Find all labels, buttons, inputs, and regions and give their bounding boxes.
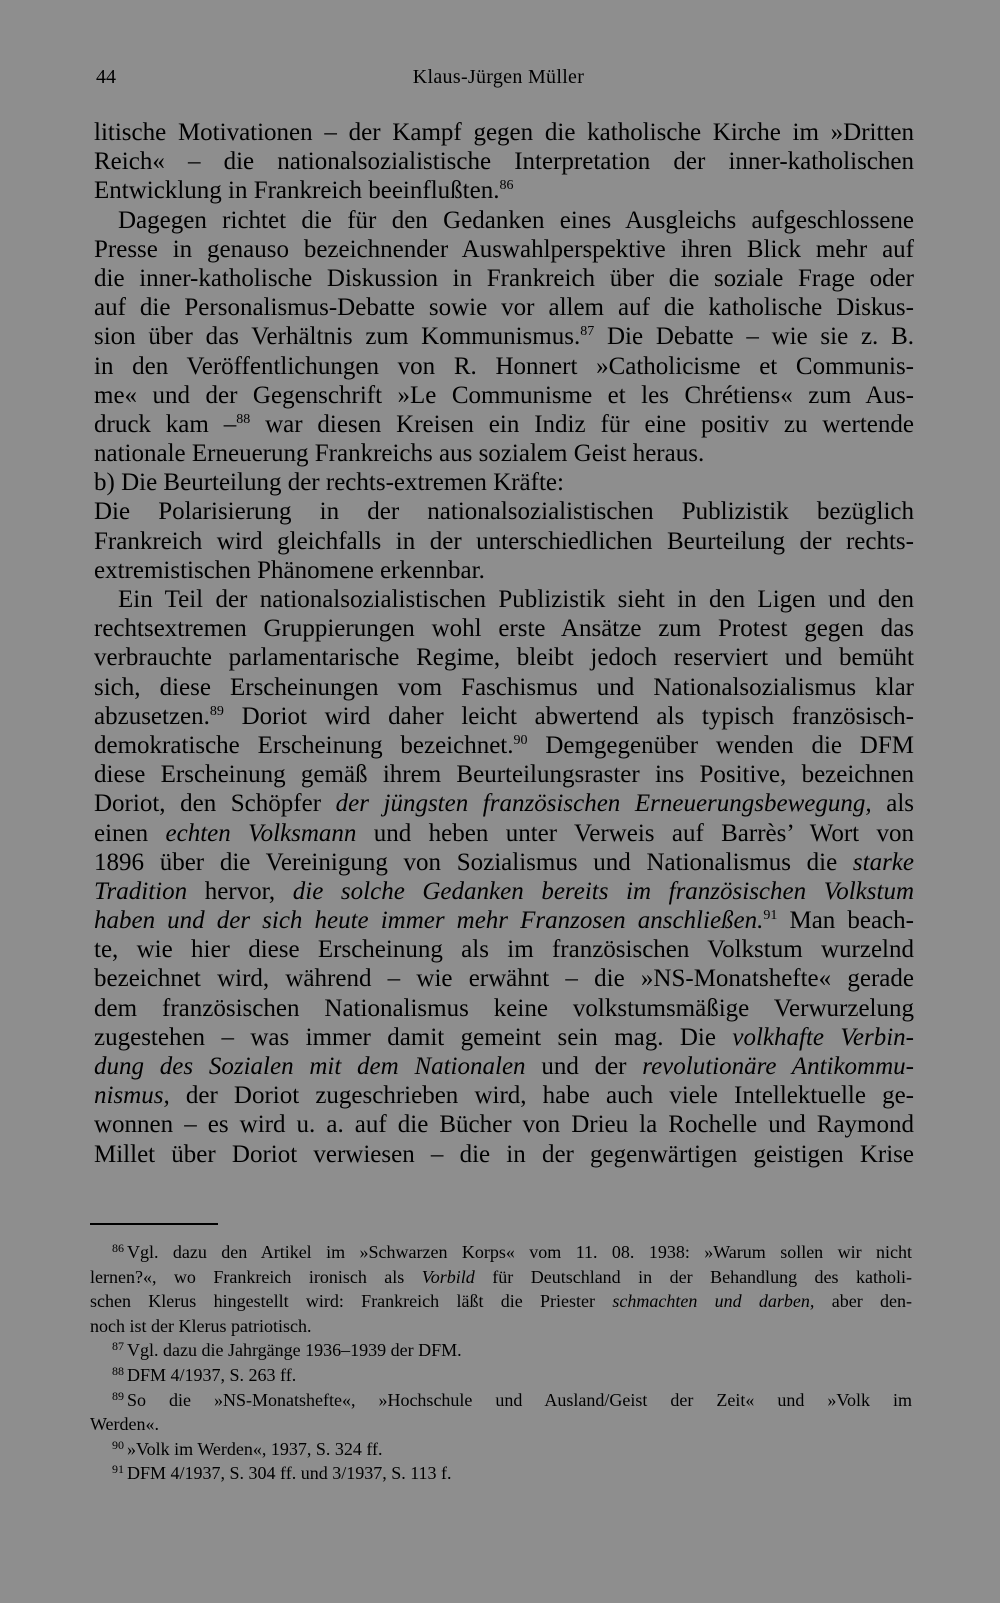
text-span: der Doriot zugeschrieben wird, habe auch viele Intellektuelle ge- [169, 1082, 914, 1110]
footnote-ref: 89 [209, 703, 224, 719]
footnote-number: 91 [112, 1462, 124, 1477]
text-span: die inner-katholische Diskussion in Frankreich über die soziale Frage oder [94, 264, 914, 292]
text-span: hervor, [187, 877, 293, 905]
italic-span: haben und der sich heute immer mehr Franzosen anschließen. [94, 907, 764, 935]
text-line [94, 643, 914, 672]
text-span: Doriot wird daher leicht abwertend als typisch französisch- [223, 702, 914, 730]
text-line [94, 585, 914, 614]
text-line [94, 410, 914, 439]
text-line [94, 702, 914, 731]
text-span: me« und der Gegenschrift »Le Communisme et les Chrétiens« zum Aus- [94, 381, 914, 409]
text-line [94, 994, 914, 1023]
footnote-86 [90, 1240, 912, 1265]
text-line [94, 1140, 914, 1169]
text-span: einen [94, 819, 166, 847]
footnote-ref: 86 [499, 178, 514, 194]
footnote-number: 89 [112, 1388, 124, 1403]
text-span: auf die Personalismus-Debatte sowie vor allem auf die katholische Diskus- [94, 294, 914, 322]
text-span: lernen?«, wo Frankreich ironisch als [90, 1266, 422, 1287]
text-line [94, 235, 914, 264]
text-span: dem französischen Nationalismus keine volkstumsmäßige Verwurzelung [94, 994, 914, 1022]
italic-span: echten Volksmann [165, 819, 357, 847]
footnote-ref: 87 [580, 324, 595, 340]
text-span: wonnen – es wird u. a. auf die Bücher von Drieu la Rochelle und Raymond [94, 1111, 914, 1139]
text-line [94, 497, 914, 526]
text-span: »Volk im Werden«, 1937, S. 324 ff. [127, 1438, 383, 1459]
text-span: zugestehen – was immer damit gemeint sein mag. Die [94, 1023, 733, 1051]
italic-span: der jüngsten französischen Erneuerungsbewegung, [335, 790, 872, 818]
text-line [94, 819, 914, 848]
text-span: Demgegenüber wenden die DFM [527, 731, 914, 759]
text-line [94, 731, 914, 760]
footnote-line [90, 1412, 912, 1437]
text-span: Entwicklung in Frankreich beeinflußten. [94, 177, 500, 205]
italic-span: starke [852, 848, 914, 876]
text-line [94, 760, 914, 789]
text-span: Vgl. dazu den Artikel im »Schwarzen Korps« vom 11. 08. 1938: »Warum sollen wir nicht [127, 1242, 912, 1262]
text-span: als [871, 790, 914, 818]
text-line [94, 1110, 914, 1139]
text-span: b) Die Beurteilung der rechts-extremen Kräfte: [94, 469, 564, 497]
text-span: druck kam – [94, 410, 237, 438]
text-span: Die Debatte – wie sie z. B. [594, 323, 914, 351]
italic-span: die solche Gedanken bereits im französischen Volkstum [292, 877, 914, 905]
text-span: DFM 4/1937, S. 304 ff. und 3/1937, S. 113 f. [127, 1463, 452, 1484]
text-line [94, 614, 914, 643]
text-line [94, 673, 914, 702]
text-span: war diesen Kreisen ein Indiz für eine positiv zu wertende [250, 410, 914, 438]
text-span: sich, diese Erscheinungen vom Faschismus und Nationalsozialismus klar [94, 673, 914, 701]
text-span: demokratische Erscheinung bezeichnet. [94, 731, 514, 759]
text-line [94, 877, 914, 906]
italic-span: schmachten und darben, [612, 1291, 815, 1312]
footnote-ref: 88 [236, 411, 251, 427]
text-span: Die Polarisierung in der nationalsozialistischen Publizistik bezüglich [94, 498, 914, 526]
footnote-number: 87 [112, 1339, 124, 1354]
footnote-line [90, 1265, 912, 1290]
footnote-87 [90, 1338, 912, 1363]
footnote-88 [90, 1363, 912, 1388]
italic-span: nismus, [94, 1082, 170, 1110]
text-line [94, 556, 914, 585]
body-text [94, 118, 914, 1169]
text-line [94, 964, 914, 993]
text-span: verbrauchte parlamentarische Regime, bleibt jedoch reserviert und bemüht [94, 644, 914, 672]
text-span: Frankreich wird gleichfalls in der unterschiedlichen Beurteilung der rechts- [94, 527, 914, 555]
text-span: So die »NS-Monatshefte«, »Hochschule und Ausland/Geist der Zeit« und »Volk im [127, 1389, 912, 1410]
text-span: Vgl. dazu die Jahrgänge 1936–1939 der DFM. [127, 1340, 462, 1361]
text-span: extremistischen Phänomene erkennbar. [94, 556, 485, 584]
text-line [94, 176, 914, 205]
page-number: 44 [96, 66, 116, 88]
italic-span: Vorbild [421, 1266, 475, 1287]
text-line [94, 789, 914, 818]
text-line [94, 1023, 914, 1052]
text-span: Ein Teil der nationalsozialistischen Publizistik sieht in den Ligen und den [118, 586, 914, 613]
text-span: schen Klerus hingestellt wird: Frankreich läßt die Priester [90, 1291, 613, 1312]
text-line [94, 147, 914, 176]
section-heading [94, 468, 914, 497]
running-head [96, 66, 901, 96]
text-line [94, 206, 914, 235]
text-line [94, 906, 914, 935]
text-span: DFM 4/1937, S. 263 ff. [127, 1364, 297, 1385]
text-span: 1896 über die Vereinigung von Sozialismus und Nationalismus die [94, 848, 853, 876]
italic-span: dung des Sozialen mit dem Nationalen [94, 1053, 526, 1080]
text-span: Doriot, den Schöpfer [94, 790, 336, 818]
footnote-number: 88 [112, 1363, 124, 1378]
text-span: Millet über Doriot verwiesen – die in der gegenwärtigen geistigen Krise [94, 1140, 914, 1168]
text-span: und heben unter Verweis auf Barrès’ Wort von [356, 819, 914, 847]
text-line [94, 264, 914, 293]
footnote-separator [90, 1223, 218, 1225]
text-line [94, 118, 914, 147]
text-line [94, 935, 914, 964]
footnote-90 [90, 1437, 912, 1462]
italic-span: Tradition [94, 877, 188, 905]
text-span: für Deutschland in der Behandlung des katholi- [474, 1266, 912, 1287]
text-span: und der [525, 1053, 643, 1080]
text-line [94, 293, 914, 322]
footnote-ref: 90 [513, 732, 528, 748]
footnotes [90, 1240, 912, 1486]
text-span: litische Motivationen – der Kampf gegen die katholische Kirche im »Dritten [94, 119, 914, 146]
text-span: Presse in genauso bezeichnender Auswahlperspektive ihren Blick mehr auf [94, 235, 914, 263]
text-span: diese Erscheinung gemäß ihrem Beurteilungsraster ins Positive, bezeichnen [94, 761, 914, 789]
text-span: Reich« – die nationalsozialistische Interpretation der inner-katholischen [94, 148, 914, 176]
text-span: bezeichnet wird, während – wie erwähnt – die »NS-Monatshefte« gerade [94, 965, 914, 993]
text-span: Dagegen richtet die für den Gedanken eines Ausgleichs aufgeschlossene [118, 206, 914, 234]
text-span: nationale Erneuerung Frankreichs aus sozialem Geist heraus. [94, 440, 705, 468]
text-line [94, 439, 914, 468]
text-line [94, 381, 914, 410]
text-line [94, 848, 914, 877]
footnote-89 [90, 1388, 912, 1413]
running-title-author: Klaus-Jürgen Müller [412, 66, 585, 88]
text-span: Man beach- [777, 907, 914, 935]
text-line [94, 1052, 914, 1081]
text-span: aber den- [814, 1291, 913, 1312]
italic-span: revolutionäre Antikommu- [642, 1053, 914, 1080]
text-span: in den Veröffentlichungen von R. Honnert »Catholicisme et Communis- [94, 352, 914, 380]
footnote-line [90, 1314, 912, 1339]
text-span: noch ist der Klerus patriotisch. [90, 1315, 312, 1336]
footnote-91 [90, 1461, 912, 1486]
text-span: sion über das Verhältnis zum Kommunismus. [94, 323, 581, 351]
text-span: te, wie hier diese Erscheinung als im französischen Volkstum wurzelnd [94, 936, 914, 964]
text-line [94, 322, 914, 351]
footnote-ref: 91 [763, 908, 778, 924]
footnote-line [90, 1289, 912, 1314]
text-line [94, 527, 914, 556]
text-line [94, 352, 914, 381]
text-span: rechtsextremen Gruppierungen wohl erste Ansätze zum Protest gegen das [94, 615, 914, 643]
text-line [94, 1081, 914, 1110]
footnote-number: 86 [112, 1241, 124, 1255]
footnote-number: 90 [112, 1437, 124, 1452]
text-span: Werden«. [90, 1414, 160, 1435]
italic-span: volkhafte Verbin- [732, 1023, 914, 1051]
text-span: abzusetzen. [94, 702, 210, 730]
